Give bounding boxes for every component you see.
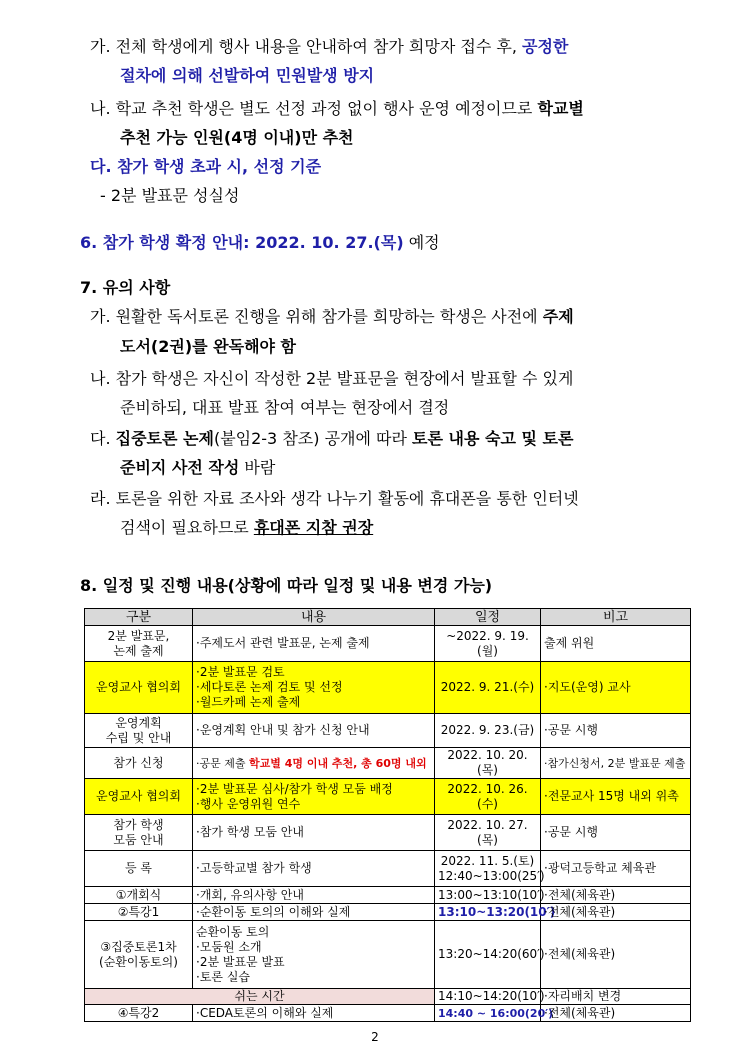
cell-schedule: 2022. 10. 26.(수) xyxy=(435,779,541,815)
cell-category: 참가 학생 모둠 안내 xyxy=(85,815,193,851)
cell-content: ·운영계획 안내 및 참가 신청 안내 xyxy=(193,714,435,748)
cell-category: 등 록 xyxy=(85,851,193,887)
cell-category: ③집중토론1차 (순환이동토의) xyxy=(85,921,193,989)
item-5-ga-line2: 절차에 의해 선발하여 민원발생 방지 xyxy=(120,66,375,85)
cell-content: ·개회, 유의사항 안내 xyxy=(193,887,435,904)
cell-schedule: 14:10~14:20(10′) xyxy=(435,989,541,1005)
cell-content: ·2분 발표문 심사/참가 학생 모둠 배정 ·행사 운영위원 연수 xyxy=(193,779,435,815)
table-row xyxy=(85,1005,691,1022)
cell-break: 쉬는 시간 xyxy=(85,989,435,1005)
item-5-da-criterion: - 2분 발표문 성실성 xyxy=(100,186,240,205)
table-row xyxy=(85,748,691,779)
schedule-table xyxy=(84,608,691,1022)
cell-note: ·공문 시행 xyxy=(541,815,691,851)
cell-content: ·주제도서 관련 발표문, 논제 출제 xyxy=(193,626,435,662)
cell-content: ·CEDA토론의 이해와 실제 xyxy=(193,1005,435,1022)
header-content: 내용 xyxy=(193,609,435,626)
header-category: 구분 xyxy=(85,609,193,626)
cell-category: 운영계획 수립 및 안내 xyxy=(85,714,193,748)
cell-content: ·순환이동 토의의 이해와 실제 xyxy=(193,904,435,921)
cell-note: 출제 위원 xyxy=(541,626,691,662)
cell-note: ·전체(체육관) xyxy=(541,921,691,989)
item-7-na-line1: 나. 참가 학생은 자신이 작성한 2분 발표문을 현장에서 발표할 수 있게 xyxy=(90,369,574,388)
item-5-da: 다. 참가 학생 초과 시, 선정 기준 xyxy=(90,157,322,176)
page-number: 2 xyxy=(371,1030,379,1044)
item-5-na-line2: 추천 가능 인원(4명 이내)만 추천 xyxy=(120,128,354,147)
cell-content: ·고등학교별 참가 학생 xyxy=(193,851,435,887)
table-header-row xyxy=(85,609,691,626)
cell-note: ·전문교사 15명 내외 위촉 xyxy=(541,779,691,815)
cell-note: ·전체(체육관) xyxy=(541,887,691,904)
table-row xyxy=(85,714,691,748)
cell-note: ·광덕고등학교 체육관 xyxy=(541,851,691,887)
cell-category: ①개회식 xyxy=(85,887,193,904)
table-row xyxy=(85,662,691,714)
cell-note: ·자리배치 변경 xyxy=(541,989,691,1005)
cell-category: 2분 발표문, 논제 출제 xyxy=(85,626,193,662)
cell-schedule: 2022. 9. 21.(수) xyxy=(435,662,541,714)
cell-schedule: ~2022. 9. 19.(월) xyxy=(435,626,541,662)
cell-schedule: 14:40 ~ 16:00(20′) xyxy=(435,1005,541,1022)
cell-schedule: 13:00~13:10(10′) xyxy=(435,887,541,904)
cell-category: ④특강2 xyxy=(85,1005,193,1022)
table-row xyxy=(85,904,691,921)
cell-note: ·지도(운영) 교사 xyxy=(541,662,691,714)
item-7-ra-line1: 라. 토론을 위한 자료 조사와 생각 나누기 활동에 휴대폰을 통한 인터넷 xyxy=(90,489,579,508)
table-row xyxy=(85,779,691,815)
cell-note: ·공문 시행 xyxy=(541,714,691,748)
item-5-na-line1: 나. 학교 추천 학생은 별도 선정 과정 없이 행사 운영 예정이므로 학교별 xyxy=(90,99,584,118)
cell-category: 운영교사 협의회 xyxy=(85,779,193,815)
cell-content: 순환이동 토의 ·모둠원 소개 ·2분 발표문 발표 ·토론 실습 xyxy=(193,921,435,989)
cell-schedule: 13:20~14:20(60′) xyxy=(435,921,541,989)
table-row xyxy=(85,851,691,887)
item-5-ga-line1: 가. 전체 학생에게 행사 내용을 안내하여 참가 희망자 접수 후, 공정한 xyxy=(90,37,569,56)
item-7-da-line1: 다. 집중토론 논제(붙임2-3 참조) 공개에 따라 토론 내용 숙고 및 토론 xyxy=(90,429,574,448)
section-7-heading: 7. 유의 사항 xyxy=(80,278,171,297)
section-6-heading: 6. 참가 학생 확정 안내: 2022. 10. 27.(목) 예정 xyxy=(80,233,440,252)
table-row xyxy=(85,921,691,989)
cell-schedule: 2022. 10. 27.(목) xyxy=(435,815,541,851)
cell-note: ·전체(체육관) xyxy=(541,904,691,921)
item-7-ga-line2: 도서(2권)를 완독해야 함 xyxy=(120,337,297,356)
table-row xyxy=(85,989,691,1005)
cell-category: ②특강1 xyxy=(85,904,193,921)
item-7-ra-line2: 검색이 필요하므로 휴대폰 지참 권장 xyxy=(120,518,374,537)
cell-schedule: 13:10~13:20(10′) xyxy=(435,904,541,921)
cell-note: ·전체(체육관) xyxy=(541,1005,691,1022)
header-schedule: 일정 xyxy=(435,609,541,626)
cell-category: 참가 신청 xyxy=(85,748,193,779)
cell-schedule: 2022. 10. 20.(목) xyxy=(435,748,541,779)
section-8-heading: 8. 일정 및 진행 내용(상황에 따라 일정 및 내용 변경 가능) xyxy=(80,576,493,595)
cell-schedule: 2022. 11. 5.(토) 12:40~13:00(25′) xyxy=(435,851,541,887)
cell-content: ·2분 발표문 검토 ·세다토론 논제 검토 및 선정 ·월드카페 논제 출제 xyxy=(193,662,435,714)
table-row xyxy=(85,815,691,851)
cell-category: 운영교사 협의회 xyxy=(85,662,193,714)
cell-content: ·참가 학생 모둠 안내 xyxy=(193,815,435,851)
table-row xyxy=(85,887,691,904)
table-row xyxy=(85,626,691,662)
item-7-ga-line1: 가. 원활한 독서토론 진행을 위해 참가를 희망하는 학생은 사전에 주제 xyxy=(90,307,574,326)
cell-note: ·참가신청서, 2분 발표문 제출 xyxy=(541,748,691,779)
item-7-da-line2: 준비지 사전 작성 바람 xyxy=(120,458,276,477)
cell-content: ·공문 제출 학교별 4명 이내 추천, 총 60명 내외 xyxy=(193,748,435,779)
item-7-na-line2: 준비하되, 대표 발표 참여 여부는 현장에서 결정 xyxy=(120,398,450,417)
cell-schedule: 2022. 9. 23.(금) xyxy=(435,714,541,748)
header-note: 비고 xyxy=(541,609,691,626)
